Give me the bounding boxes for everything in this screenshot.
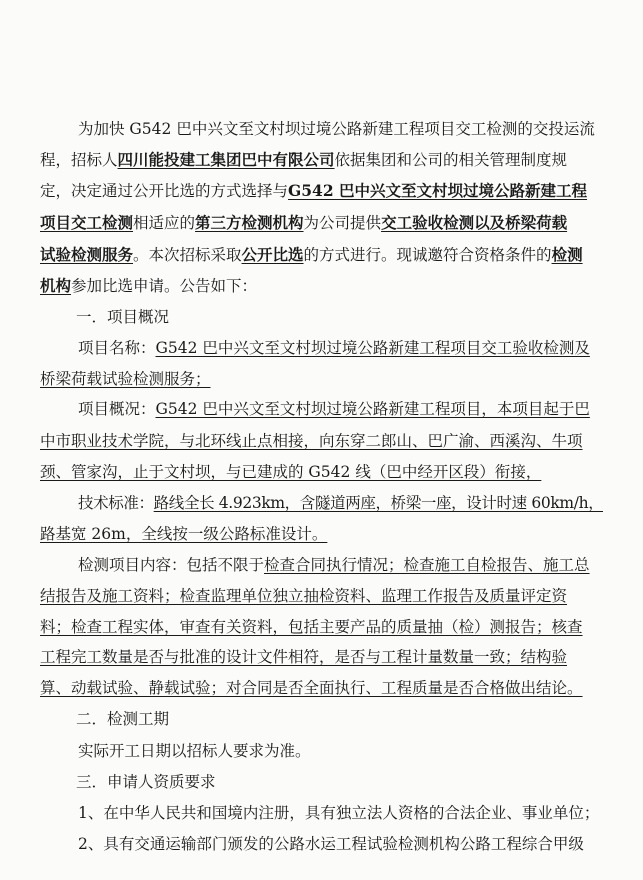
line-requirement-1 xyxy=(78,803,603,823)
text-segment: 中市职业技术学院，与北环线止点相接，向东穿二郎山、巴广渝、西溪沟、牛项 xyxy=(40,432,583,450)
line-inspection-period xyxy=(78,741,643,761)
text-segment: 实际开工日期以招标人要求为准。 xyxy=(78,742,311,760)
text-segment: 2、具有交通运输部门颁发的公路水运工程试验检测机构公路工程综合甲级 xyxy=(78,835,584,853)
line-intro xyxy=(40,181,603,201)
text-segment: 检测 xyxy=(551,245,583,264)
text-segment: 技术标准： xyxy=(78,494,154,512)
line-inspection-content xyxy=(40,678,603,698)
text-segment: 为公司提供 xyxy=(303,214,382,232)
text-segment: 。本次招标采取 xyxy=(133,246,242,264)
line-tech-standard xyxy=(40,524,643,544)
text-segment: 相适应的 xyxy=(133,214,196,232)
line-intro xyxy=(40,150,603,170)
text-segment: G542 巴中兴文至文村坝过境公路新建工程 xyxy=(288,181,588,200)
line-heading-applicant-requirements xyxy=(76,772,643,792)
text-segment: 为加快 G542 巴中兴文至文村坝过境公路新建工程项目交工检测的交投运流 xyxy=(78,120,595,138)
text-segment: 检查合同执行情况；检查施工自检报告、施工总 xyxy=(264,556,590,574)
text-segment: 工程完工数量是否与批准的设计文件相符，是否与工程计量数量一致；结构验 xyxy=(40,648,568,666)
text-segment: G542 巴中兴文至文村坝过境公路新建工程项目交工验收检测及 xyxy=(155,339,590,357)
line-project-name xyxy=(78,338,603,358)
text-segment: 检测项目内容：包括不限于 xyxy=(78,556,265,574)
line-intro xyxy=(40,245,603,265)
line-intro xyxy=(78,119,603,139)
text-segment: 三．申请人资质要求 xyxy=(76,773,216,791)
line-inspection-content xyxy=(40,586,603,606)
text-segment: 依据集团和公司的相关管理制度规 xyxy=(334,151,568,169)
text-segment: 程，招标人 xyxy=(40,151,118,169)
text-segment: 定，决定通过公开比选的方式选择与 xyxy=(40,182,289,200)
text-segment: 项目名称： xyxy=(78,339,156,357)
text-segment: 算、动载试验、静载试验；对合同是否全面执行、工程质量是否合格做出结论。 xyxy=(40,679,583,697)
line-inspection-content xyxy=(40,647,603,667)
line-intro xyxy=(40,276,643,296)
line-project-name xyxy=(40,369,643,389)
text-segment: G542 巴中兴文至文村坝过境公路新建工程项目，本项目起于巴 xyxy=(155,400,590,418)
text-segment: 路基宽 26m，全线按一级公路标准设计。 xyxy=(40,525,328,543)
text-segment: 颈、管家沟，止于文村坝，与已建成的 G542 线（巴中经开区段）衔接， xyxy=(40,463,542,481)
text-segment: 桥梁荷载试验检测服务； xyxy=(40,370,211,388)
text-segment: 四川能投建工集团巴中有限公司 xyxy=(117,150,335,169)
text-segment: 交工验收检测以及桥梁荷载 xyxy=(381,213,568,232)
line-project-summary xyxy=(78,399,603,419)
text-segment: 参加比选申请。公告如下： xyxy=(71,277,258,295)
text-segment: 1、在中华人民共和国境内注册，具有独立法人资格的合法企业、事业单位； xyxy=(78,804,600,822)
line-requirement-2 xyxy=(78,834,603,854)
line-project-summary xyxy=(40,462,643,482)
line-project-summary xyxy=(40,431,603,451)
line-heading-project-overview xyxy=(76,307,643,327)
text-segment: 第三方检测机构 xyxy=(195,213,304,232)
text-segment: 二．检测工期 xyxy=(76,710,170,728)
text-segment: 路线全长 4.923km，含隧道两座，桥梁一座，设计时速 60km/h， xyxy=(153,494,603,512)
text-segment: 机构 xyxy=(40,276,72,295)
line-inspection-content xyxy=(78,555,603,575)
text-segment: 试验检测服务 xyxy=(40,245,134,264)
line-tech-standard xyxy=(78,493,603,513)
text-segment: 料；检查工程实体，审查有关资料，包括主要产品的质量抽（检）测报告；核查 xyxy=(40,618,583,636)
line-intro xyxy=(40,213,603,233)
text-segment: 项目交工检测 xyxy=(40,213,134,232)
text-segment: 项目概况： xyxy=(78,400,156,418)
line-inspection-content xyxy=(40,617,603,637)
line-heading-inspection-period xyxy=(76,709,643,729)
text-segment: 的方式进行。现诚邀符合资格条件的 xyxy=(303,246,552,264)
text-segment: 一．项目概况 xyxy=(76,308,170,326)
text-segment: 公开比选 xyxy=(241,245,304,264)
text-segment: 结报告及施工资料；检查监理单位独立抽检资料、监理工作报告及质量评定资 xyxy=(40,587,568,605)
